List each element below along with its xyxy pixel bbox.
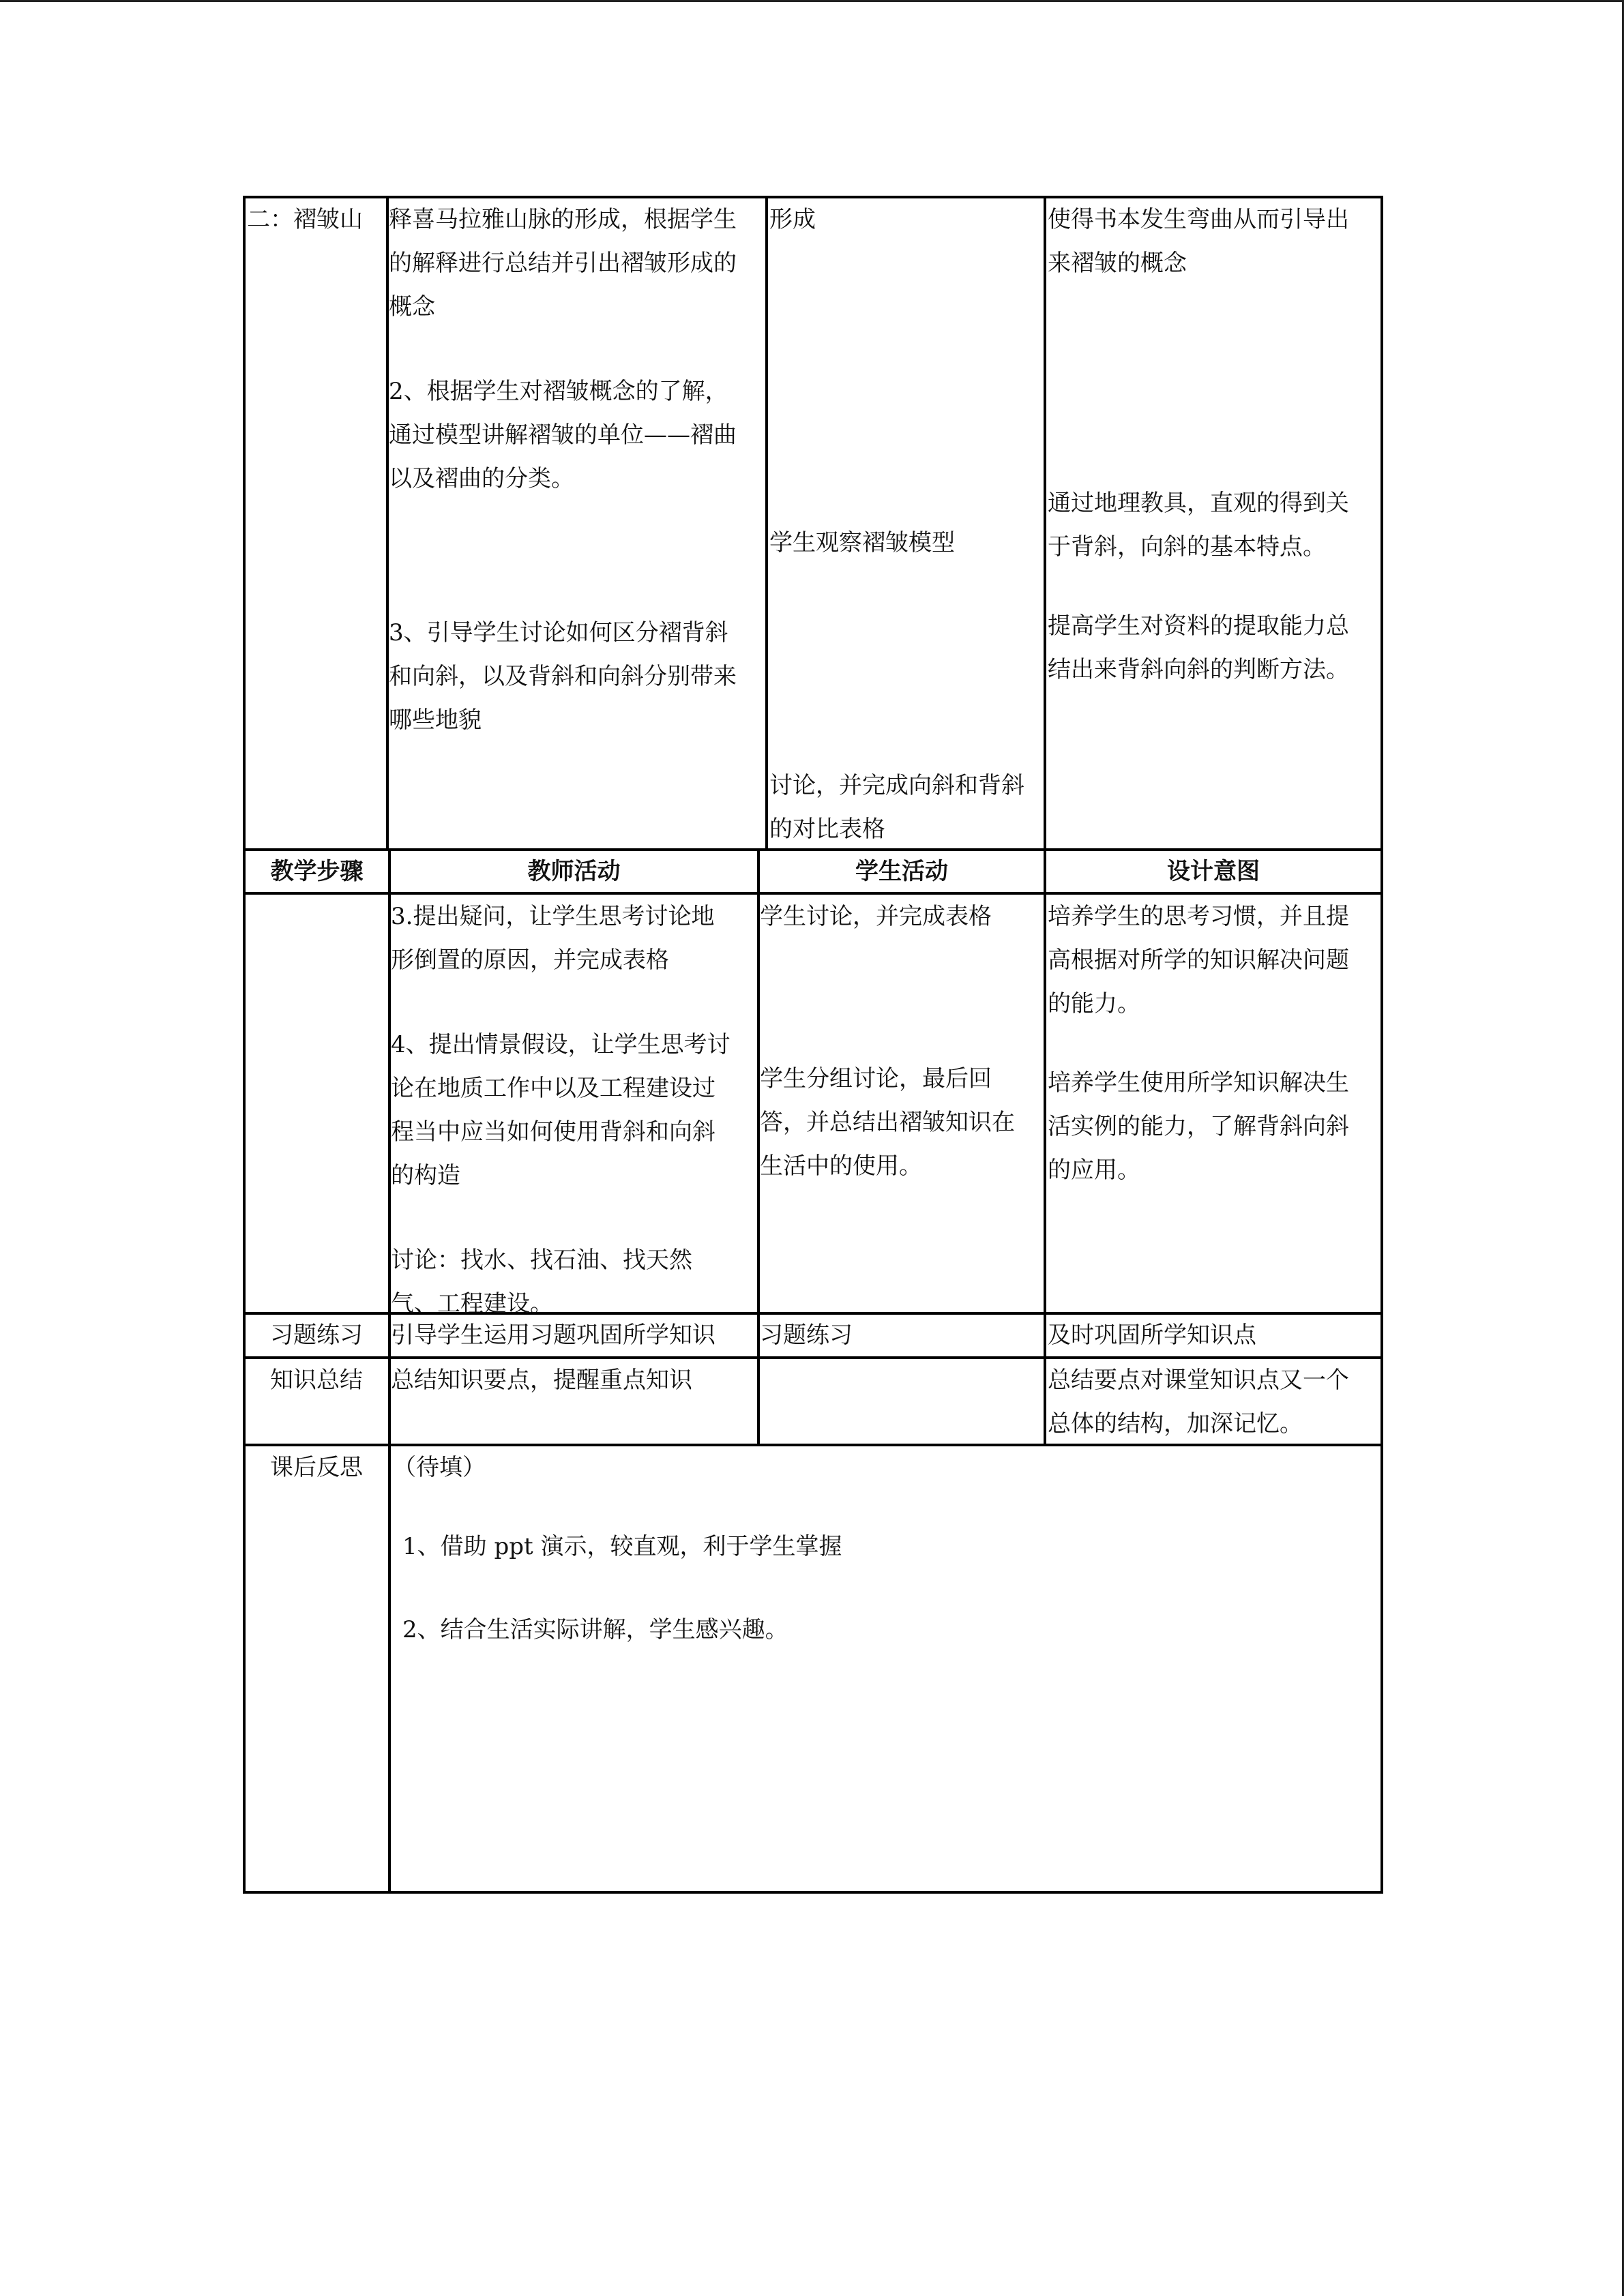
header-teacher-activity: 教师活动 (527, 858, 621, 885)
reflection-item-2: 2、结合生活实际讲解，学生感兴趣。 (402, 1616, 788, 1643)
step-reflection: 课后反思 (270, 1454, 363, 1481)
design-intent-teaching-aid: 通过地理教具，直观的得到关 于背斜，向斜的基本特点。 (1048, 490, 1349, 561)
grid-line (1044, 196, 1046, 851)
student-activity-group: 学生分组讨论，最后回 答，并总结出褶皱知识在 生活中的使用。 (760, 1065, 1015, 1180)
teacher-activity-fold-3: 3、引导学生讨论如何区分褶背斜 和向斜，以及背斜和向斜分别带来 哪些地貌 (389, 619, 737, 734)
reflection-pending: （待填） (393, 1454, 486, 1481)
student-activity-table: 学生讨论，并完成表格 (760, 903, 992, 930)
teacher-activity-fold: 释喜马拉雅山脉的形成，根据学生 的解释进行总结并引出褶皱形成的 概念 2、根据学生对褶皱概念的了解， 通过模型讲解褶皱的单位——褶曲 以及褶曲的分类。 (389, 206, 737, 492)
student-activity-observe: 学生观察褶皱模型 (769, 529, 955, 556)
design-intent-application: 培养学生使用所学知识解决生 活实例的能力，了解背斜向斜 的应用。 (1048, 1069, 1349, 1184)
step-practice: 习题练习 (270, 1322, 363, 1349)
grid-line (1044, 848, 1046, 1446)
teacher-activity-summary: 总结知识要点，提醒重点知识 (391, 1367, 692, 1394)
teacher-activity-practice: 引导学生运用习题巩固所学知识 (391, 1322, 715, 1349)
student-activity-form: 形成 (769, 206, 816, 233)
design-intent-practice: 及时巩固所学知识点 (1048, 1322, 1256, 1349)
step-fold-mountain: 二：褶皱山 (247, 206, 363, 233)
header-design-intent: 设计意图 (1167, 858, 1260, 885)
grid-line (765, 196, 768, 851)
student-activity-discuss: 讨论，并完成向斜和背斜 的对比表格 (769, 772, 1024, 843)
reflection-item-1: 1、借助 ppt 演示，较直观，利于学生掌握 (402, 1533, 842, 1560)
design-intent-concept: 使得书本发生弯曲从而引导出 来褶皱的概念 (1048, 206, 1349, 277)
design-intent-thinking: 培养学生的思考习惯，并且提 高根据对所学的知识解决问题 的能力。 (1048, 903, 1349, 1017)
design-intent-extraction: 提高学生对资料的提取能力总 结出来背斜向斜的判断方法。 (1048, 612, 1349, 683)
page-top-edge (0, 0, 1624, 2)
design-intent-summary: 总结要点对课堂知识点又一个 总体的结构，加深记忆。 (1048, 1367, 1349, 1437)
student-activity-practice: 习题练习 (760, 1322, 853, 1349)
step-summary: 知识总结 (270, 1367, 363, 1394)
header-teaching-step: 教学步骤 (270, 858, 364, 885)
header-student-activity: 学生活动 (855, 858, 948, 885)
teacher-activity-question: 3.提出疑问，让学生思考讨论地 形倒置的原因，并完成表格 4、提出情景假设，让学生思考讨 论在地质工作中以及工程建设过 程当中应当如何使用背斜和向斜 的构造 讨论：找水、找石油、找天然 气、工程建设。 (391, 903, 730, 1317)
